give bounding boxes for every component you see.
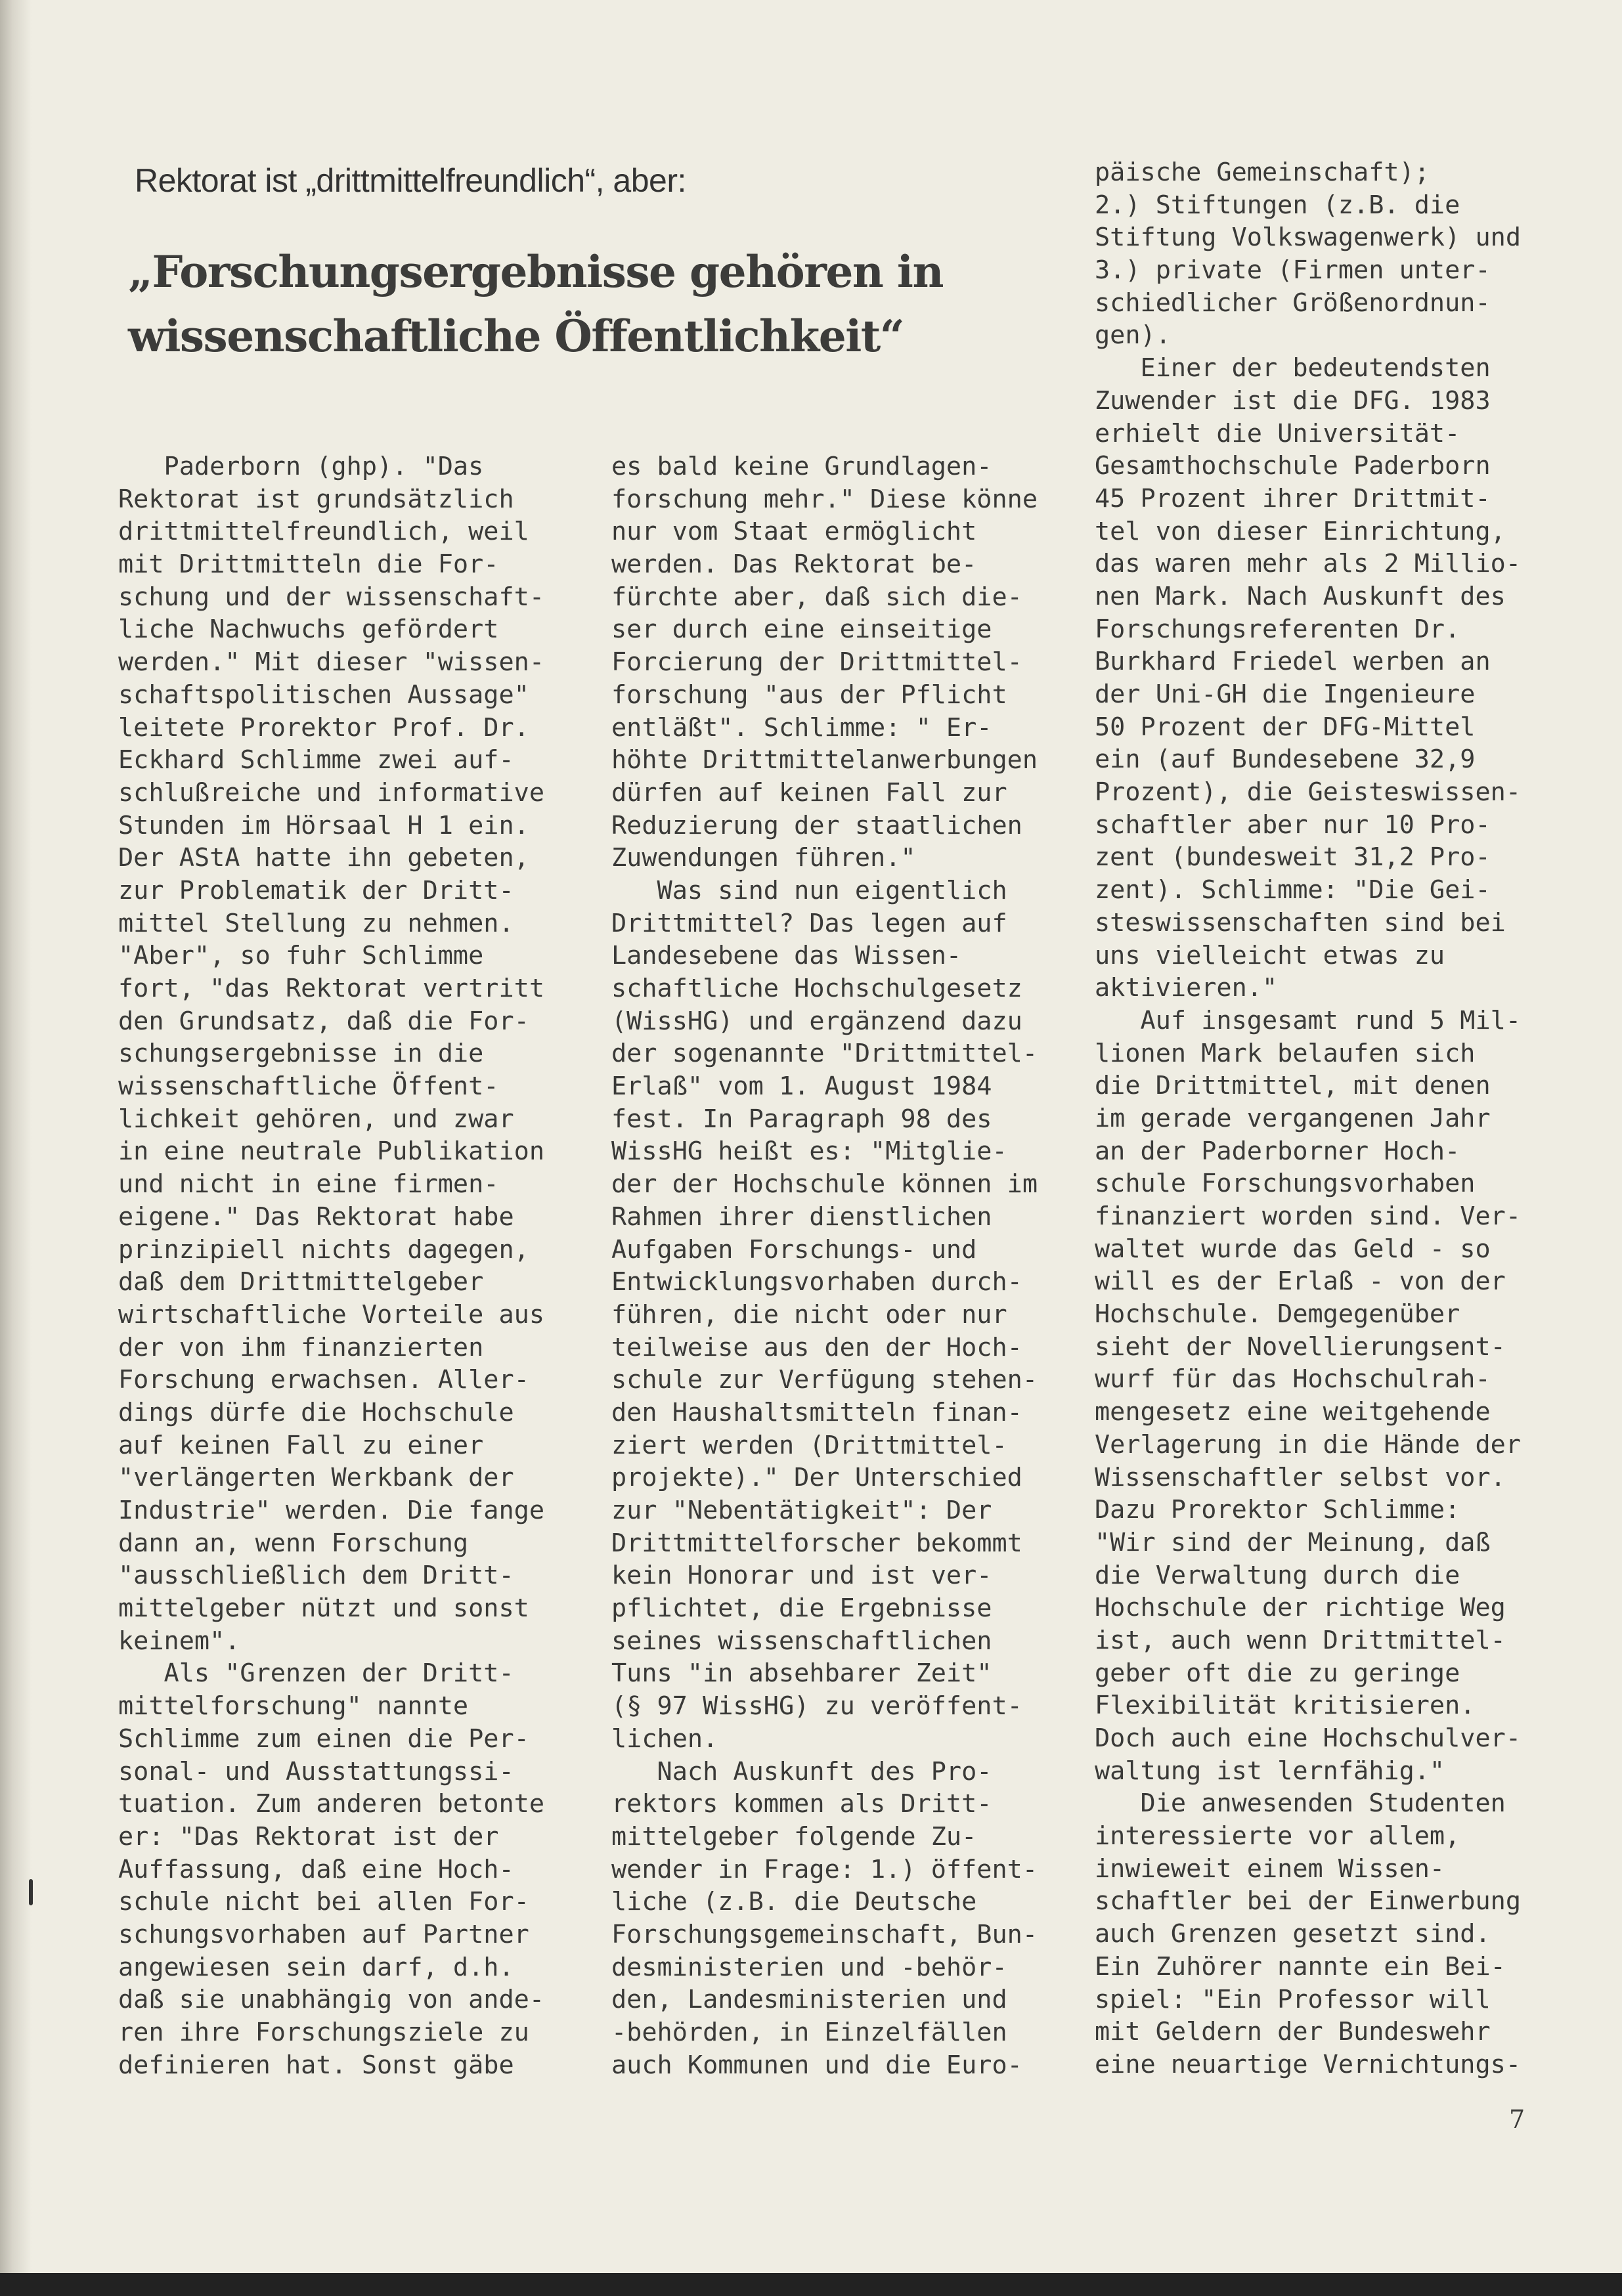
text-line: Als "Grenzen der Dritt- xyxy=(118,1658,514,1689)
text-line: Zuwender ist die DFG. 1983 xyxy=(1095,385,1491,416)
text-line: aktivieren." xyxy=(1095,973,1278,1003)
text-line: führen, die nicht oder nur xyxy=(611,1299,1007,1330)
text-line: ser durch eine einseitige xyxy=(611,615,992,645)
text-line: leitete Prorektor Prof. Dr. xyxy=(118,712,529,743)
text-line: den, Landesministerien und xyxy=(611,1985,1007,2015)
text-line: schungsvorhaben auf Partner xyxy=(118,1919,529,1949)
text-line: spiel: "Ein Professor will xyxy=(1095,1984,1491,2014)
text-line: drittmittelfreundlich, weil xyxy=(118,517,529,547)
text-line: schaftler aber nur 10 Pro- xyxy=(1095,810,1491,840)
text-line: zent). Schlimme: "Die Gei- xyxy=(1095,875,1491,905)
text-line: 50 Prozent der DFG-Mittel xyxy=(1095,712,1476,742)
text-line: der sogenannte "Drittmittel- xyxy=(611,1039,1038,1069)
text-line: Drittmittelforscher bekommt xyxy=(611,1528,1022,1558)
text-line: Aufgaben Forschungs- und xyxy=(611,1234,977,1265)
text-line: Forschung erwachsen. Aller- xyxy=(118,1365,529,1395)
text-line: mit Geldern der Bundeswehr xyxy=(1095,2017,1491,2047)
text-line: fest. In Paragraph 98 des xyxy=(611,1104,992,1134)
text-line: "Wir sind der Meinung, daß xyxy=(1095,1527,1491,1557)
text-line: die Drittmittel, mit denen xyxy=(1095,1071,1491,1101)
text-line: Gesamthochschule Paderborn xyxy=(1095,451,1491,481)
text-line: Prozent), die Geisteswissen- xyxy=(1095,777,1522,808)
text-line: Paderborn (ghp). "Das xyxy=(118,452,484,481)
text-line: Nach Auskunft des Pro- xyxy=(611,1756,992,1787)
text-line: -behörden, in Einzelfällen xyxy=(611,2018,1007,2047)
page-number: 7 xyxy=(1509,2105,1525,2134)
text-line: schiedlicher Größenordnun- xyxy=(1095,288,1491,318)
text-line: Rektorat ist grundsätzlich xyxy=(118,484,514,514)
text-line: Hochschule. Demgegenüber xyxy=(1095,1299,1460,1330)
text-line: Ein Zuhörer nannte ein Bei- xyxy=(1095,1951,1506,1982)
text-line: mittelgeber nützt und sonst xyxy=(118,1593,529,1624)
text-line: schaftliche Hochschulgesetz xyxy=(611,974,1022,1003)
text-line: kein Honorar und ist ver- xyxy=(611,1561,992,1591)
text-line: mengesetz eine weitgehende xyxy=(1095,1397,1491,1427)
text-line: auch Grenzen gesetzt sind. xyxy=(1095,1919,1491,1949)
text-line: liche Nachwuchs gefördert xyxy=(118,615,499,645)
text-line: wirtschaftliche Vorteile aus xyxy=(118,1299,545,1330)
text-line: ist, auch wenn Drittmittel- xyxy=(1095,1625,1506,1655)
text-line: liche (z.B. die Deutsche xyxy=(611,1887,977,1917)
text-line: wissenschaftliche Öffent- xyxy=(118,1072,499,1102)
text-line: ziert werden (Drittmittel- xyxy=(611,1430,1007,1460)
text-line: schlußreiche und informative xyxy=(118,777,545,808)
text-line: Entwicklungsvorhaben durch- xyxy=(611,1267,1022,1297)
text-line: projekte)." Der Unterschied xyxy=(611,1463,1022,1493)
text-line: "Aber", so fuhr Schlimme xyxy=(118,941,484,971)
text-line: im gerade vergangenen Jahr xyxy=(1095,1103,1491,1133)
text-line: zur "Nebentätigkeit": Der xyxy=(611,1496,992,1525)
text-line: "verlängerten Werkbank der xyxy=(118,1463,514,1493)
text-line: Forschungsreferenten Dr. xyxy=(1095,614,1460,644)
text-line: eine neuartige Vernichtungs- xyxy=(1095,2049,1522,2079)
text-line: Eckhard Schlimme zwei auf- xyxy=(118,745,514,775)
binding-shadow xyxy=(0,0,32,2296)
text-line: forschung mehr." Diese könne xyxy=(611,484,1038,514)
text-line: forschung "aus der Pflicht xyxy=(611,680,1007,710)
text-line: Forschungsgemeinschaft, Bun- xyxy=(611,1919,1038,1949)
text-line: auf keinen Fall zu einer xyxy=(118,1430,484,1460)
text-line: nen Mark. Nach Auskunft des xyxy=(1095,581,1506,611)
text-line: tuation. Zum anderen betonte xyxy=(118,1789,545,1819)
text-line: schaftspolitischen Aussage" xyxy=(118,680,529,710)
text-line: teilweise aus den der Hoch- xyxy=(611,1332,1022,1362)
text-line: und nicht in eine firmen- xyxy=(118,1169,499,1200)
text-column-1 xyxy=(118,450,544,2081)
text-line: lichen. xyxy=(611,1723,718,1754)
article-kicker: Rektorat ist „drittmittelfreundlich“, aber: xyxy=(135,162,686,199)
text-line: mittel Stellung zu nehmen. xyxy=(118,908,514,938)
text-line: schule zur Verfügung stehen- xyxy=(611,1365,1038,1395)
text-line: Industrie" werden. Die fange xyxy=(118,1496,545,1525)
text-line: lionen Mark belaufen sich xyxy=(1095,1038,1476,1068)
headline-line: „Forschungsergebnisse gehören in xyxy=(128,246,943,297)
scan-edge xyxy=(0,2273,1622,2296)
text-line: fort, "das Rektorat vertritt xyxy=(118,974,545,1003)
text-line: dings dürfe die Hochschule xyxy=(118,1397,514,1427)
text-line: daß dem Drittmittelgeber xyxy=(118,1267,484,1297)
margin-mark xyxy=(29,1879,33,1905)
text-line: werden. Das Rektorat be- xyxy=(611,550,977,580)
text-line: der der Hochschule können im xyxy=(611,1169,1038,1200)
text-line: inwieweit einem Wissen- xyxy=(1095,1853,1445,1884)
text-line: Forcierung der Drittmittel- xyxy=(611,647,1022,678)
text-line: Drittmittel? Das legen auf xyxy=(611,908,1007,938)
text-line: schung und der wissenschaft- xyxy=(118,582,545,612)
text-line: eigene." Das Rektorat habe xyxy=(118,1202,514,1232)
text-line: pflichtet, die Ergebnisse xyxy=(611,1593,992,1624)
text-column-2 xyxy=(611,450,1038,2081)
text-line: werden." Mit dieser "wissen- xyxy=(118,647,545,678)
text-line: zur Problematik der Dritt- xyxy=(118,875,514,905)
text-line: rektors kommen als Dritt- xyxy=(611,1789,992,1819)
text-line: waltung ist lernfähig." xyxy=(1095,1756,1445,1786)
text-line: seines wissenschaftlichen xyxy=(611,1626,992,1656)
text-line: ren ihre Forschungsziele zu xyxy=(118,2018,529,2047)
text-line: Die anwesenden Studenten xyxy=(1095,1788,1506,1819)
text-line: schungsergebnisse in die xyxy=(118,1039,484,1069)
text-line: will es der Erlaß - von der xyxy=(1095,1267,1506,1297)
text-line: Der AStA hatte ihn gebeten, xyxy=(118,843,529,873)
text-line: er: "Das Rektorat ist der xyxy=(118,1821,499,1852)
text-line: tel von dieser Einrichtung, xyxy=(1095,516,1506,546)
text-line: Hochschule der richtige Weg xyxy=(1095,1593,1506,1623)
text-line: päische Gemeinschaft); xyxy=(1095,158,1430,187)
text-line: an der Paderborner Hoch- xyxy=(1095,1136,1460,1166)
text-line: schule nicht bei allen For- xyxy=(118,1887,529,1917)
text-line: prinzipiell nichts dagegen, xyxy=(118,1234,529,1265)
text-line: mittelgeber folgende Zu- xyxy=(611,1821,977,1852)
text-line: sieht der Novellierungsent- xyxy=(1095,1332,1506,1362)
text-line: keinem". xyxy=(118,1626,240,1656)
text-line: lichkeit gehören, und zwar xyxy=(118,1104,514,1134)
text-line: die Verwaltung durch die xyxy=(1095,1560,1460,1590)
text-line: Auf insgesamt rund 5 Mil- xyxy=(1095,1005,1522,1035)
text-line: sonal- und Ausstattungssi- xyxy=(118,1756,514,1787)
text-line: den Grundsatz, daß die For- xyxy=(118,1006,529,1036)
text-line: "ausschließlich dem Dritt- xyxy=(118,1561,514,1591)
text-line: Flexibilität kritisieren. xyxy=(1095,1691,1476,1721)
text-line: in eine neutrale Publikation xyxy=(118,1137,545,1167)
text-line: Tuns "in absehbarer Zeit" xyxy=(611,1658,992,1689)
text-line: entläßt". Schlimme: " Er- xyxy=(611,712,992,743)
text-line: Was sind nun eigentlich xyxy=(611,875,1007,905)
text-line: erhielt die Universität- xyxy=(1095,418,1460,448)
text-line: der Uni-GH die Ingenieure xyxy=(1095,680,1476,709)
text-line: wurf für das Hochschulrah- xyxy=(1095,1364,1491,1395)
text-line: das waren mehr als 2 Millio- xyxy=(1095,549,1522,579)
text-line: auch Kommunen und die Euro- xyxy=(611,2050,1022,2080)
text-line: der von ihm finanzierten xyxy=(118,1332,484,1362)
text-line: Burkhard Friedel werben an xyxy=(1095,647,1491,677)
text-line: Doch auch eine Hochschulver- xyxy=(1095,1723,1522,1753)
text-line: steswissenschaften sind bei xyxy=(1095,907,1506,938)
text-line: waltet wurde das Geld - so xyxy=(1095,1234,1491,1264)
text-line: finanziert worden sind. Ver- xyxy=(1095,1202,1522,1231)
text-line: Auffassung, daß eine Hoch- xyxy=(118,1854,514,1884)
text-line: Einer der bedeutendsten xyxy=(1095,353,1491,383)
text-line: desministerien und -behör- xyxy=(611,1952,1007,1982)
text-line: mittelforschung" nannte xyxy=(118,1691,469,1722)
text-line: 3.) private (Firmen unter- xyxy=(1095,255,1491,286)
text-line: wender in Frage: 1.) öffent- xyxy=(611,1854,1038,1884)
text-line: Stunden im Hörsaal H 1 ein. xyxy=(118,810,529,840)
text-line: dann an, wenn Forschung xyxy=(118,1528,469,1558)
article-headline xyxy=(128,240,1080,368)
text-column-3 xyxy=(1095,156,1521,2081)
text-line: Wissenschaftler selbst vor. xyxy=(1095,1462,1506,1492)
text-line: es bald keine Grundlagen- xyxy=(611,452,992,481)
text-line: schule Forschungsvorhaben xyxy=(1095,1169,1476,1199)
text-line: (WissHG) und ergänzend dazu xyxy=(611,1006,1022,1036)
text-line: 45 Prozent ihrer Drittmit- xyxy=(1095,483,1491,513)
text-line: fürchte aber, daß sich die- xyxy=(611,582,1022,612)
text-line: Dazu Prorektor Schlimme: xyxy=(1095,1495,1460,1525)
text-line: Zuwendungen führen." xyxy=(611,843,916,873)
text-line: geber oft die zu geringe xyxy=(1095,1658,1460,1688)
text-line: Rahmen ihrer dienstlichen xyxy=(611,1202,992,1232)
text-line: Stiftung Volkswagenwerk) und xyxy=(1095,223,1522,253)
text-line: 2.) Stiftungen (z.B. die xyxy=(1095,190,1460,220)
text-line: dürfen auf keinen Fall zur xyxy=(611,777,1007,808)
text-line: den Haushaltsmitteln finan- xyxy=(611,1397,1022,1427)
text-line: (§ 97 WissHG) zu veröffent- xyxy=(611,1691,1022,1722)
text-line: uns vielleicht etwas zu xyxy=(1095,940,1445,970)
text-line: schaftler bei der Einwerbung xyxy=(1095,1886,1522,1917)
text-line: mit Drittmitteln die For- xyxy=(118,550,499,580)
text-line: zent (bundesweit 31,2 Pro- xyxy=(1095,842,1491,873)
text-line: Reduzierung der staatlichen xyxy=(611,810,1022,840)
text-line: höhte Drittmittelanwerbungen xyxy=(611,745,1038,775)
text-line: ein (auf Bundesebene 32,9 xyxy=(1095,745,1476,775)
text-line: nur vom Staat ermöglicht xyxy=(611,517,977,547)
text-line: Erlaß" vom 1. August 1984 xyxy=(611,1072,992,1102)
text-line: Schlimme zum einen die Per- xyxy=(118,1723,529,1754)
text-line: daß sie unabhängig von ande- xyxy=(118,1985,545,2015)
text-line: definieren hat. Sonst gäbe xyxy=(118,2050,514,2080)
headline-line: wissenschaftliche Öffentlichkeit“ xyxy=(128,311,904,362)
text-line: WissHG heißt es: "Mitglie- xyxy=(611,1137,1007,1167)
text-line: interessierte vor allem, xyxy=(1095,1821,1460,1852)
text-line: gen). xyxy=(1095,320,1171,351)
text-line: angewiesen sein darf, d.h. xyxy=(118,1952,514,1982)
text-line: Landesebene das Wissen- xyxy=(611,941,962,971)
text-line: Verlagerung in die Hände der xyxy=(1095,1429,1522,1460)
